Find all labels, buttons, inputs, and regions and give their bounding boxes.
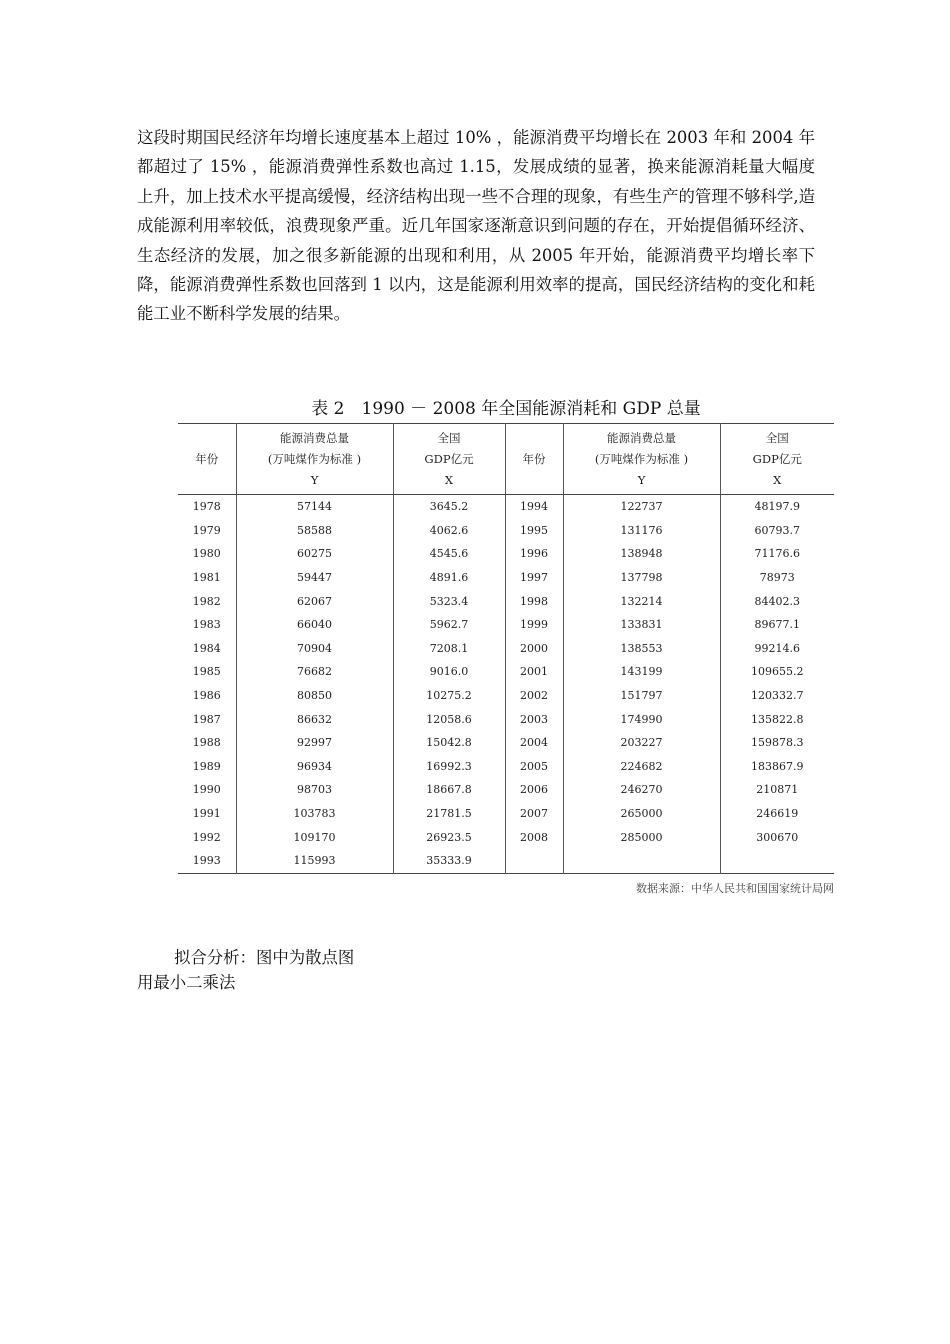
table-cell: 133831 — [563, 613, 720, 637]
data-source-note: 数据来源：中华人民共和国国家统计局网 — [636, 882, 834, 895]
table-cell: 99214.6 — [754, 641, 800, 655]
table-row — [178, 566, 834, 590]
table-cell: 122737 — [563, 495, 720, 519]
table-cell: 1987 — [178, 707, 236, 731]
table-cell: 4891.6 — [393, 566, 505, 590]
table-cell: 131176 — [563, 519, 720, 543]
table-cell: 15042.8 — [393, 731, 505, 755]
table-cell: 21781.5 — [393, 802, 505, 826]
header-gdp-line1: 全国 — [765, 430, 789, 445]
table-cell: 300670 — [756, 830, 799, 844]
table-cell: 2005 — [505, 755, 563, 779]
table-cell: 120332.7 — [751, 689, 804, 703]
table-cell: 2004 — [505, 731, 563, 755]
table-cell: 103783 — [236, 802, 393, 826]
table-cell: 1991 — [178, 802, 236, 826]
table-cell: 7208.1 — [393, 637, 505, 661]
table-cell: 265000 — [563, 802, 720, 826]
table-row — [178, 684, 834, 708]
table-cell: 4545.6 — [393, 542, 505, 566]
energy-gdp-table — [178, 423, 834, 874]
table-cell: 1992 — [178, 825, 236, 849]
table-row — [178, 637, 834, 661]
table-cell: 35333.9 — [393, 849, 505, 873]
table-header-row — [178, 424, 834, 495]
table-cell: 2002 — [505, 684, 563, 708]
table-cell: 210871 — [756, 783, 799, 797]
table-cell: 2007 — [505, 802, 563, 826]
table-cell: 285000 — [563, 825, 720, 849]
table-cell: 96934 — [236, 755, 393, 779]
table-cell: 1979 — [178, 519, 236, 543]
table-cell: 138553 — [563, 637, 720, 661]
table-cell: 1985 — [178, 660, 236, 684]
header-energy-right — [563, 424, 720, 495]
table-row — [178, 542, 834, 566]
table-cell: 59447 — [236, 566, 393, 590]
table-row — [178, 755, 834, 779]
table-cell: 137798 — [563, 566, 720, 590]
table-cell: 1980 — [178, 542, 236, 566]
table-cell: 135822.8 — [751, 712, 804, 726]
table-cell: 1988 — [178, 731, 236, 755]
table-cell: 76682 — [236, 660, 393, 684]
table-cell: 71176.6 — [754, 547, 800, 561]
analysis-line-2: 用最小二乘法 — [137, 973, 236, 992]
table-row — [178, 825, 834, 849]
table-cell: 2006 — [505, 778, 563, 802]
table-row — [178, 731, 834, 755]
table-cell: 183867.9 — [751, 759, 804, 773]
header-gdp-right — [720, 424, 834, 495]
table-cell: 1995 — [505, 519, 563, 543]
header-energy-line1: 能源消费总量 — [280, 430, 349, 445]
table-body — [178, 495, 834, 874]
table-cell: 2003 — [505, 707, 563, 731]
table-cell: 66040 — [236, 613, 393, 637]
header-gdp-left — [393, 424, 505, 495]
header-gdp-line3: X — [773, 472, 782, 487]
table-cell: 159878.3 — [751, 736, 804, 750]
table-row — [178, 802, 834, 826]
table-cell: 224682 — [563, 755, 720, 779]
table-cell: 86632 — [236, 707, 393, 731]
header-year-left: 年份 — [178, 424, 236, 495]
table-cell: 1989 — [178, 755, 236, 779]
table-cell: 5323.4 — [393, 589, 505, 613]
table-cell: 10275.2 — [393, 684, 505, 708]
table-cell: 246270 — [563, 778, 720, 802]
table-cell: 1997 — [505, 566, 563, 590]
table-cell: 1982 — [178, 589, 236, 613]
table-cell: 1998 — [505, 589, 563, 613]
table-cell: 26923.5 — [393, 825, 505, 849]
table-cell: 1984 — [178, 637, 236, 661]
table-cell — [505, 849, 563, 873]
table-cell: 70904 — [236, 637, 393, 661]
header-year-right: 年份 — [505, 424, 563, 495]
table-cell: 174990 — [563, 707, 720, 731]
table-cell: 1996 — [505, 542, 563, 566]
table-row — [178, 613, 834, 637]
table-cell: 1993 — [178, 849, 236, 873]
table-cell: 151797 — [563, 684, 720, 708]
table-cell: 60793.7 — [754, 523, 800, 537]
header-energy-line3: Y — [637, 472, 646, 487]
header-energy-line1: 能源消费总量 — [607, 430, 676, 445]
table-row — [178, 519, 834, 543]
header-gdp-line1: 全国 — [437, 430, 461, 445]
table-cell: 143199 — [563, 660, 720, 684]
table-row — [178, 707, 834, 731]
table-cell: 9016.0 — [393, 660, 505, 684]
table-row — [178, 849, 834, 873]
table-caption: 表 2 1990 － 2008 年全国能源消耗和 GDP 总量 — [311, 399, 701, 419]
header-energy-left — [236, 424, 393, 495]
table-cell: 246619 — [756, 807, 799, 821]
table-cell: 60275 — [236, 542, 393, 566]
table-row — [178, 589, 834, 613]
table-cell: 3645.2 — [393, 495, 505, 519]
table-cell: 4062.6 — [393, 519, 505, 543]
table-cell: 48197.9 — [754, 500, 800, 514]
table-cell: 1986 — [178, 684, 236, 708]
table-cell: 84402.3 — [754, 594, 800, 608]
analysis-line-1: 拟合分析：图中为散点图 — [174, 948, 355, 967]
table-cell: 1983 — [178, 613, 236, 637]
table-row — [178, 660, 834, 684]
table-cell: 89677.1 — [754, 618, 800, 632]
header-energy-line2: (万吨煤作为标准 ) — [267, 451, 362, 466]
table-cell: 2008 — [505, 825, 563, 849]
table-cell — [563, 849, 720, 873]
table-cell: 203227 — [563, 731, 720, 755]
table-row — [178, 778, 834, 802]
table-row — [178, 495, 834, 519]
header-energy-line2: (万吨煤作为标准 ) — [594, 451, 689, 466]
table-cell: 12058.6 — [393, 707, 505, 731]
table-cell: 1994 — [505, 495, 563, 519]
table-cell: 1990 — [178, 778, 236, 802]
table-cell: 1999 — [505, 613, 563, 637]
table-cell: 109170 — [236, 825, 393, 849]
body-paragraph: 这段时期国民经济年均增长速度基本上超过 10% ，能源消费平均增长在 2003 年和 2004 年都超过了 15% ，能源消费弹性系数也高过 1.15，发展成绩的显著，换来能源消耗量大幅度上升，加上技术水平提高缓慢，经济结构出现一些不合理的现象，有些生产的管理不够科学,造成能源利用率较低，浪费现象严重。近几年国家逐渐意识到问题的存在，开始提倡循环经济、生态经济的发展，加之很多新能源的出现和利用，从 2005 年开始，能源消费平均增长率下降，能源消费弹性系数也回落到 1 以内，这是能源利用效率的提高，国民经济结构的变化和耗能工业不断科学发展的结果。 — [137, 128, 815, 324]
table-cell: 98703 — [236, 778, 393, 802]
table-cell: 5962.7 — [393, 613, 505, 637]
table-cell: 80850 — [236, 684, 393, 708]
header-gdp-line2: GDP亿元 — [752, 451, 802, 466]
table-cell: 1978 — [178, 495, 236, 519]
table-cell: 62067 — [236, 589, 393, 613]
table-cell: 132214 — [563, 589, 720, 613]
header-gdp-line3: X — [444, 472, 454, 487]
table-cell: 92997 — [236, 731, 393, 755]
table-cell: 57144 — [236, 495, 393, 519]
table-cell: 2001 — [505, 660, 563, 684]
table-cell: 1981 — [178, 566, 236, 590]
header-energy-line3: Y — [310, 472, 319, 487]
table-cell: 18667.8 — [393, 778, 505, 802]
table-cell: 2000 — [505, 637, 563, 661]
table-cell: 16992.3 — [393, 755, 505, 779]
table-cell: 138948 — [563, 542, 720, 566]
table-cell: 78973 — [759, 571, 795, 585]
table-cell: 115993 — [236, 849, 393, 873]
table-cell: 58588 — [236, 519, 393, 543]
table-cell — [720, 849, 834, 873]
table-cell: 109655.2 — [751, 665, 804, 679]
header-gdp-line2: GDP亿元 — [424, 451, 474, 466]
